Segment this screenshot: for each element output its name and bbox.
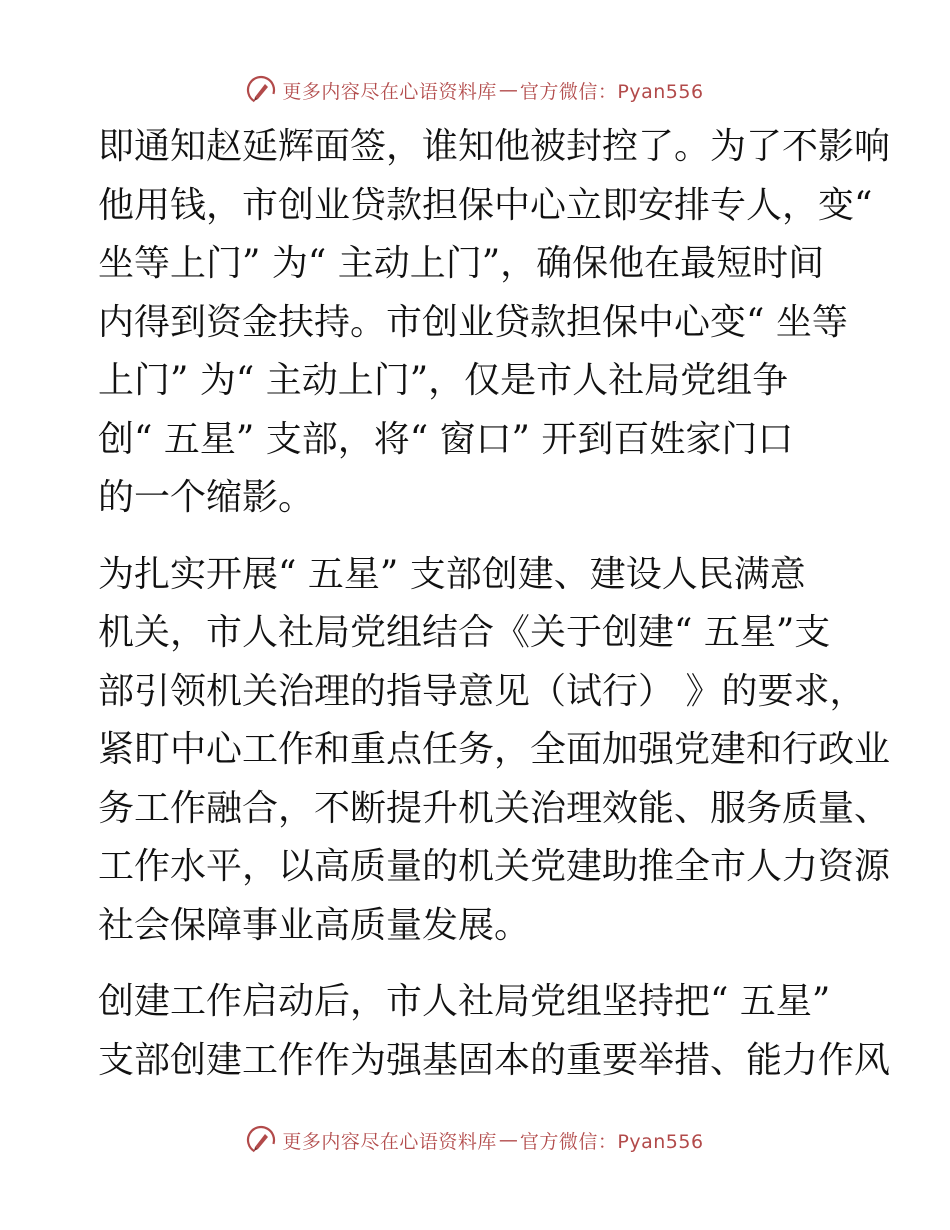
- watermark-separator: —: [498, 79, 518, 101]
- document-body: [98, 118, 891, 1090]
- text-line: 创“ 五星” 支部，将“ 窗口” 开到百姓家门口: [98, 418, 794, 460]
- text-line: 创建工作启动后，市人社局党组坚持把“ 五星”: [98, 981, 831, 1022]
- watermark-text: 更多内容尽在心语资料库: [282, 80, 497, 103]
- watermark-separator: —: [498, 1129, 518, 1151]
- text-line: 的一个缩影。: [98, 477, 315, 518]
- watermark-wechat: 官方微信：Pyan556: [519, 1130, 704, 1153]
- paragraph-spacer: [98, 528, 858, 546]
- watermark-text: 更多内容尽在心语资料库: [282, 1130, 497, 1153]
- header-watermark: [0, 70, 950, 110]
- paragraph-spacer: [98, 955, 858, 973]
- text-line: 部引领机关治理的指导意见（试行） 》的要求，: [98, 670, 866, 712]
- text-line: 坐等上门” 为“ 主动上门”，确保他在最短时间: [98, 243, 825, 284]
- text-line: 紧盯中心工作和重点任务，全面加强党建和行政业: [98, 729, 891, 770]
- text-line: 务工作融合，不断提升机关治理效能、服务质量、: [98, 787, 891, 829]
- text-line: 上门” 为“ 主动上门”，仅是市人社局党组争: [98, 360, 789, 401]
- text-line: 支部创建工作作为强基固本的重要举措、能力作风: [98, 1039, 891, 1081]
- watermark-wechat: 官方微信：Pyan556: [519, 80, 704, 103]
- text-line: 为扎实开展“ 五星” 支部创建、建设人民满意: [98, 553, 806, 595]
- pen-logo-icon: [246, 75, 276, 105]
- text-line: 社会保障事业高质量发展。: [98, 904, 531, 946]
- text-line: 机关，市人社局党组结合《关于创建“ 五星”支: [98, 612, 831, 653]
- footer-watermark: [0, 1120, 950, 1160]
- text-line: 他用钱，市创业贷款担保中心立即安排专人，变“: [98, 184, 873, 226]
- text-line: 工作水平，以高质量的机关党建助推全市人力资源: [98, 846, 891, 887]
- paragraph: [98, 118, 891, 528]
- paragraph: [98, 546, 891, 956]
- text-line: 内得到资金扶持。市创业贷款担保中心变“ 坐等: [98, 301, 848, 343]
- text-line: 即通知赵延辉面签，谁知他被封控了。为了不影响: [98, 126, 891, 167]
- paragraph: [98, 973, 891, 1090]
- pen-logo-icon: [246, 1125, 276, 1155]
